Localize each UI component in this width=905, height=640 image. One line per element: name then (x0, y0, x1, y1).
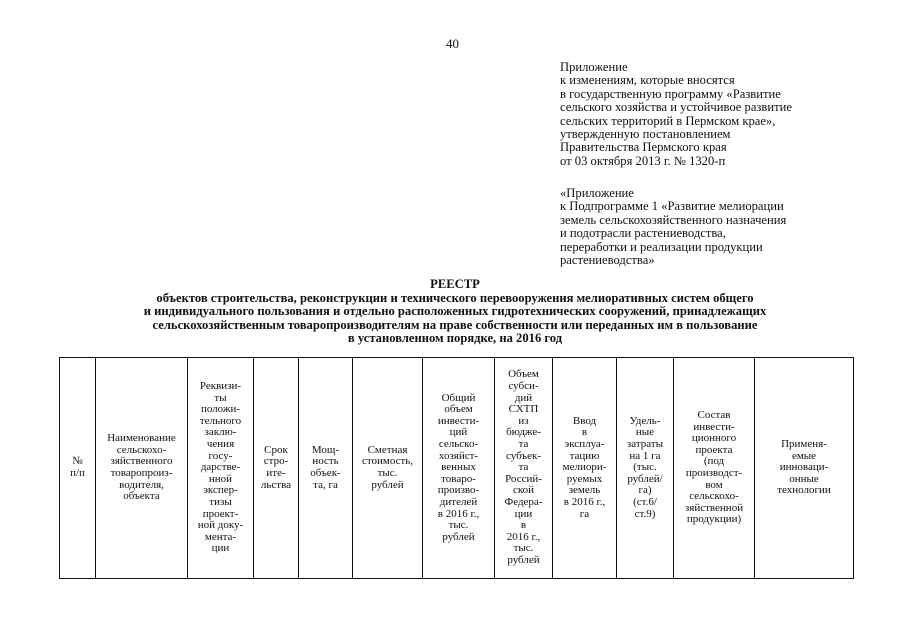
column-header-line: дарстве- (200, 461, 241, 474)
column-header-line: проекта (695, 443, 733, 456)
appendix-line: от 03 октября 2013 г. № 1320-п (560, 153, 726, 168)
column-header-line: на 1 га (629, 449, 661, 462)
column-header-line: госу- (208, 449, 233, 462)
column-header-line: льства (260, 478, 292, 491)
column-header-line: в (581, 426, 588, 439)
column-header-line: рублей (442, 530, 475, 543)
column-header-line: (под (703, 455, 725, 468)
column-header-line: сельскохо- (689, 490, 739, 503)
column-header-line: земель (568, 484, 601, 497)
column-header-line: ции (514, 507, 533, 520)
sub-appendix-line: и подотрасли растениеводства, (560, 226, 726, 241)
column-header-line: тацию (569, 449, 600, 462)
column-header-line: та (518, 461, 529, 474)
column-header-project-composition (674, 358, 755, 579)
column-header-line: емые (791, 449, 817, 462)
column-header-line: эксплуа- (564, 438, 605, 451)
column-header-line: сельско- (438, 438, 479, 451)
column-header-construction-period (254, 358, 299, 579)
sub-appendix-line: растениеводства» (560, 253, 655, 268)
column-header-line: га (579, 507, 590, 520)
appendix-note (560, 61, 792, 168)
column-header-land-commissioning (553, 358, 617, 579)
column-header-subsidy-volume (495, 358, 553, 579)
column-header-innovative-technologies (755, 358, 854, 579)
column-header-line: товаро- (441, 472, 476, 485)
column-header-line: вом (705, 478, 723, 491)
column-header-line: п/п (70, 467, 85, 479)
appendix-line: Приложение (560, 60, 628, 74)
column-header-line: дий (514, 391, 533, 404)
column-header-line: дителей (439, 495, 478, 508)
column-header-line: ской (512, 484, 535, 497)
column-header-line: тыс. (513, 542, 534, 555)
column-header-line: положи- (200, 403, 241, 416)
title-line: объектов строительства, реконструкции и технического перевооружения мелиоративных систем общего (156, 290, 754, 305)
column-header-line: из (518, 414, 529, 427)
column-header-line: товаропроиз- (110, 467, 173, 479)
column-header-line: СХТП (508, 403, 539, 416)
title-heading: РЕЕСТР (430, 277, 480, 291)
page-number: 40 (446, 36, 459, 51)
column-header-line: Удель- (629, 414, 661, 427)
sub-appendix-line: земель сельскохозяйственного назначения (560, 212, 787, 227)
column-header-line: руемых (566, 472, 603, 485)
column-header-estimated-cost (353, 358, 423, 579)
column-header-line: рублей/ (627, 472, 663, 485)
column-header-line: инвести- (437, 414, 480, 427)
column-header-line: зяйственного (110, 455, 173, 468)
title-line: сельскохозяйственным товаропроизводителям на праве собственности или переданных им в пользование (152, 317, 758, 332)
column-header-line: Реквизи- (199, 380, 242, 393)
column-header-line: в 2016 г., (563, 495, 606, 508)
column-header-line: Федера- (504, 495, 543, 508)
column-header-line: 2016 г., (506, 530, 541, 543)
appendix-line: к изменениям, которые вносятся (560, 73, 735, 88)
column-header-line: (тыс. (633, 461, 657, 474)
column-header-line: стро- (263, 455, 289, 468)
column-header-line: рублей (371, 478, 404, 491)
column-header-line: чения (206, 438, 235, 451)
column-header-line: га) (638, 484, 652, 497)
column-header-line: экспер- (203, 484, 238, 497)
column-header-line: ные (635, 426, 655, 439)
column-header-line: ной доку- (197, 519, 244, 532)
column-header-line: Ввод (572, 414, 597, 427)
appendix-line: утвержденную постановлением (560, 127, 731, 142)
appendix-line: в государственную программу «Развитие (560, 86, 781, 101)
column-header-line: та (518, 438, 529, 451)
column-header-line: технологии (777, 484, 831, 497)
column-header-number (60, 358, 96, 579)
column-header-line: инвести- (693, 420, 735, 433)
document-title (60, 278, 850, 346)
column-header-capacity (299, 358, 353, 579)
column-header-line: стоимость, (361, 455, 414, 468)
column-header-line: инноваци- (779, 461, 829, 474)
column-header-line: производст- (685, 467, 743, 479)
appendix-line: Правительства Пермского края (560, 140, 727, 155)
column-header-line: Срок (264, 443, 288, 456)
title-line: и индивидуального пользования и отдельно расположенных гидротехнических сооружений, принадлежащих (143, 304, 767, 319)
column-header-line: ции (211, 542, 230, 555)
column-header-line: мента- (204, 530, 237, 543)
column-header-line: бюдже- (506, 426, 541, 439)
column-header-line: проект- (202, 507, 239, 520)
column-header-line: онные (789, 472, 819, 485)
column-header-line: зяйственной (684, 501, 744, 514)
column-header-line: Объем (508, 368, 539, 381)
column-header-line: венных (441, 461, 476, 474)
column-header-line: заклю- (204, 426, 237, 439)
column-header-line: ты (214, 391, 227, 404)
title-line: в установленном порядке, на 2016 год (347, 331, 563, 346)
column-header-producer-name (96, 358, 188, 579)
column-header-line: объекта (123, 490, 160, 503)
column-header-total-investment (423, 358, 495, 579)
column-header-line: Применя- (781, 438, 827, 451)
column-header-line: нной (208, 472, 233, 485)
column-header-expertise-details (188, 358, 254, 579)
column-header-line: ите- (266, 467, 286, 479)
sub-appendix-line: к Подпрограмме 1 «Развитие мелиорации (560, 199, 784, 214)
column-header-line: затраты (626, 438, 664, 451)
column-header-line: тыс. (448, 519, 469, 532)
column-header-line: Сметная (367, 443, 408, 456)
column-header-line: (ст.6/ (633, 495, 657, 508)
column-header-line: № (72, 455, 83, 468)
column-header-line: субси- (508, 380, 539, 393)
column-header-line: Россий- (505, 472, 542, 485)
column-header-line: в 2016 г., (437, 507, 480, 520)
column-header-line: мелиори- (562, 461, 607, 474)
column-header-line: объек- (310, 467, 341, 479)
column-header-line: тельного (199, 414, 242, 427)
column-header-unit-cost (617, 358, 674, 579)
column-header-line: продукции) (686, 513, 742, 526)
column-header-line: ций (449, 426, 468, 439)
sub-appendix-line: переработки и реализации продукции (560, 239, 763, 254)
column-header-line: объем (444, 403, 473, 416)
column-header-line: ст.9) (634, 507, 656, 520)
column-header-line: ность (312, 455, 339, 468)
column-header-line: хозяйст- (438, 449, 479, 462)
column-header-line: Состав (697, 409, 731, 422)
column-header-line: рублей (507, 553, 540, 566)
appendix-line: сельских территорий в Пермском крае», (560, 113, 776, 128)
column-header-line: в (520, 519, 527, 532)
column-header-line: Мощ- (311, 443, 340, 456)
column-header-line: Наименование (107, 432, 176, 445)
appendix-line: сельского хозяйства и устойчивое развитие (560, 100, 792, 115)
column-header-line: субъек- (506, 449, 541, 462)
sub-appendix-note (560, 187, 786, 267)
column-header-line: тизы (209, 495, 232, 508)
sub-appendix-line: «Приложение (560, 186, 634, 200)
column-header-line: водителя, (119, 478, 164, 491)
column-header-line: Общий (441, 391, 476, 404)
column-header-line: сельскохо- (116, 443, 167, 456)
column-header-line: ционного (691, 432, 737, 445)
column-header-line: та, га (313, 478, 338, 491)
column-header-line: тыс. (377, 467, 398, 479)
registry-table (59, 357, 854, 579)
column-header-line: произво- (437, 484, 480, 497)
